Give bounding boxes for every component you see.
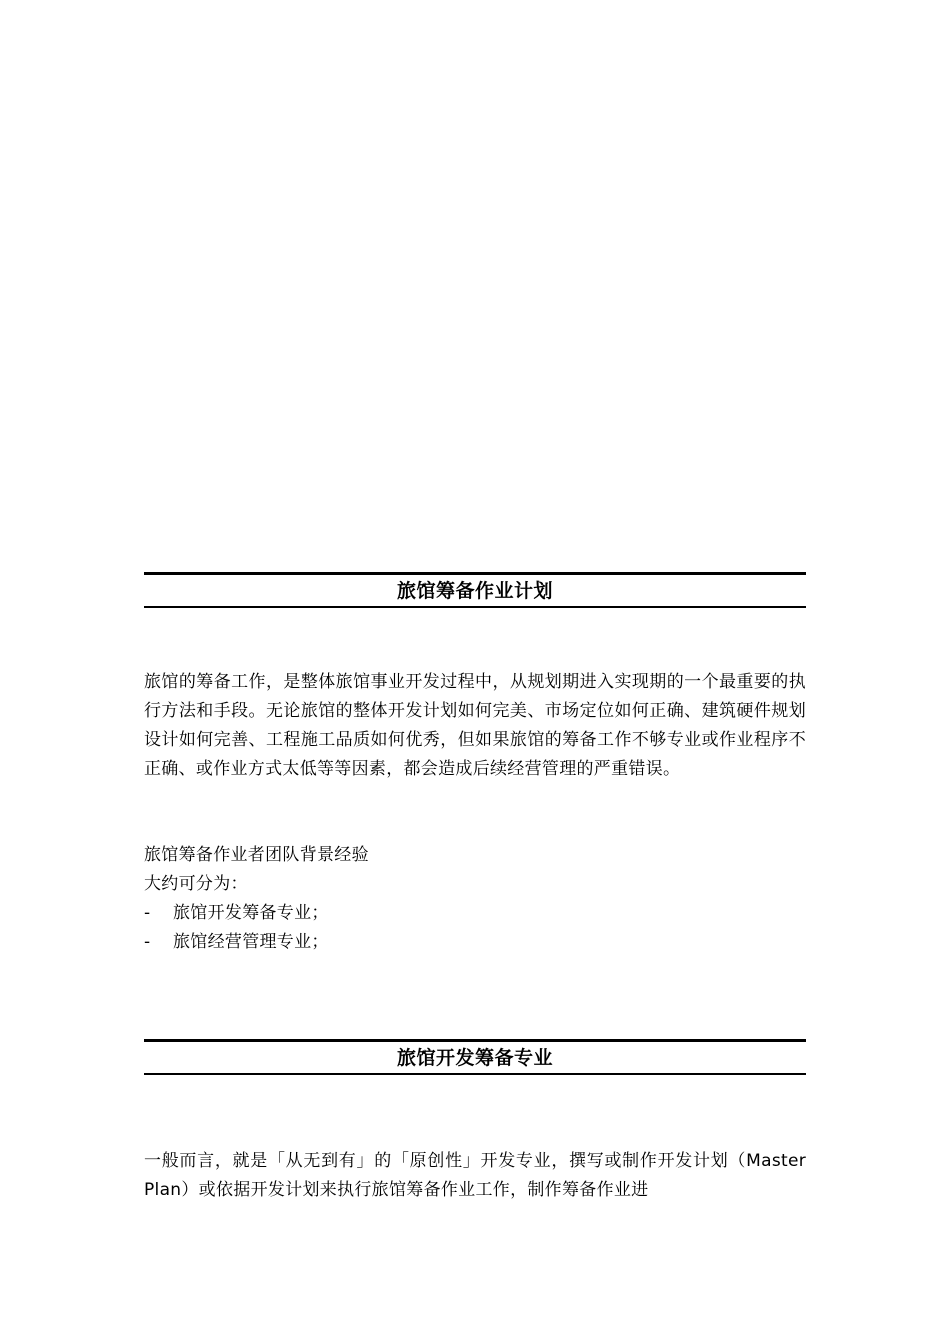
intro-line: 大约可分为： bbox=[144, 874, 248, 894]
list-item bbox=[144, 899, 806, 928]
section-heading-block bbox=[144, 572, 806, 608]
heading-rule-top bbox=[144, 1039, 806, 1042]
section-heading: 旅馆筹备作业计划 bbox=[396, 580, 553, 602]
bullet-dash: - bbox=[144, 932, 151, 952]
list-item-text: 旅馆开发筹备专业； bbox=[173, 903, 329, 923]
section-heading: 旅馆开发筹备专业 bbox=[396, 1047, 553, 1069]
heading-rule-top bbox=[144, 572, 806, 575]
body-paragraph: 一般而言，就是「从无到有」的「原创性」开发专业，撰写或制作开发计划（Master Plan）或依据开发计划来执行旅馆筹备作业工作，制作筹备作业进 bbox=[144, 1151, 806, 1200]
section-heading-block bbox=[144, 1039, 806, 1075]
heading-rule-bottom bbox=[144, 606, 806, 608]
intro-line: 旅馆筹备作业者团队背景经验 bbox=[144, 845, 369, 865]
heading-rule-bottom bbox=[144, 1073, 806, 1075]
bullet-dash: - bbox=[144, 903, 151, 923]
list-item bbox=[144, 928, 806, 957]
team-background-block bbox=[144, 841, 806, 957]
body-paragraph: 旅馆的筹备工作，是整体旅馆事业开发过程中，从规划期进入实现期的一个最重要的执行方法和手段。无论旅馆的整体开发计划如何完美、市场定位如何正确、建筑硬件规划设计如何完善、工程施工品质如何优秀，但如果旅馆的筹备工作不够专业或作业程序不正确、或作业方式太低等等因素，都会造成后续经营管理的严重错误。 bbox=[144, 672, 806, 779]
list-item-text: 旅馆经营管理专业； bbox=[173, 932, 329, 952]
